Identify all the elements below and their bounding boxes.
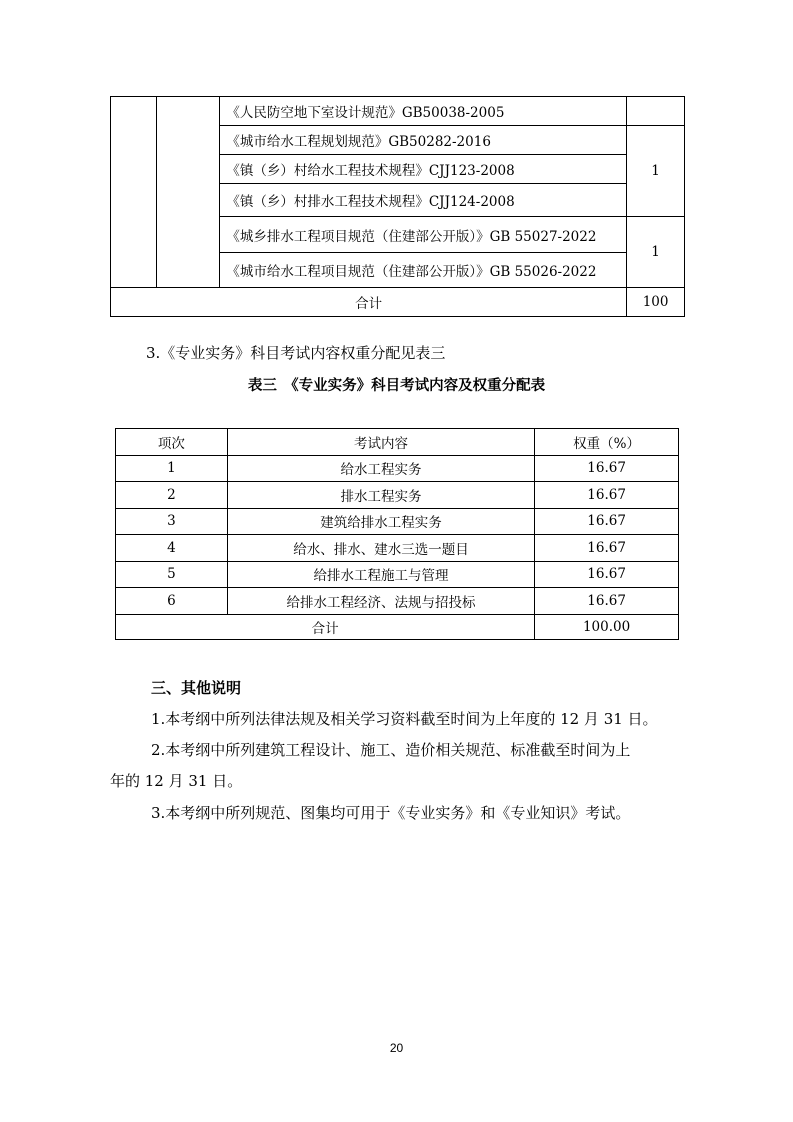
table-row (116, 508, 679, 535)
note-paragraph-1: 1.本考纲中所列法律法规及相关学习资料截至时间为上年度的 12 月 31 日。 (151, 710, 658, 728)
row-weight: 16.67 (535, 535, 679, 562)
note-paragraph-3: 3.本考纲中所列规范、图集均可用于《专业实务》和《专业知识》考试。 (151, 804, 631, 822)
header-cell: 项次 (116, 429, 228, 456)
header-cell: 考试内容 (227, 429, 534, 456)
row-content: 建筑给排水工程实务 (227, 508, 534, 535)
table-row (116, 588, 679, 615)
total-label: 合计 (111, 288, 627, 317)
exam-weight-table (115, 428, 679, 640)
row-index: 5 (116, 561, 228, 588)
row-content: 给水工程实务 (227, 455, 534, 482)
page-number: 20 (389, 1041, 404, 1055)
regulation-item: 《城市给水工程规划规范》GB50282-2016 (220, 126, 627, 155)
weight-cell (627, 97, 685, 126)
regulation-item: 《镇（乡）村排水工程技术规程》CJJ124-2008 (220, 184, 627, 217)
row-content: 排水工程实务 (227, 482, 534, 509)
table-row (116, 482, 679, 509)
note-paragraph-2-cont: 年的 12 月 31 日。 (110, 772, 243, 790)
row-weight: 16.67 (535, 455, 679, 482)
total-label: 合计 (116, 614, 535, 639)
row-content: 给水、排水、建水三选一题目 (227, 535, 534, 562)
regulation-item: 《城乡排水工程项目规范（住建部公开版）》GB 55027-2022 (220, 217, 627, 253)
regulation-item: 《镇（乡）村给水工程技术规程》CJJ123-2008 (220, 155, 627, 184)
table-row (116, 561, 679, 588)
row-index: 3 (116, 508, 228, 535)
category-cell (111, 97, 157, 288)
total-value: 100 (627, 288, 685, 317)
row-index: 4 (116, 535, 228, 562)
row-weight: 16.67 (535, 508, 679, 535)
table-row (116, 535, 679, 562)
row-weight: 16.67 (535, 561, 679, 588)
table3-caption: 表三 《专业实务》科目考试内容及权重分配表 (247, 377, 546, 394)
regulation-item: 《人民防空地下室设计规范》GB50038-2005 (220, 97, 627, 126)
row-weight: 16.67 (535, 482, 679, 509)
weight-cell: 1 (627, 217, 685, 288)
total-value: 100.00 (535, 614, 679, 639)
regulation-item: 《城市给水工程项目规范（住建部公开版）》GB 55026-2022 (220, 253, 627, 288)
weight-cell: 1 (627, 126, 685, 217)
subcategory-cell (156, 97, 220, 288)
notes-heading: 三、其他说明 (151, 679, 242, 697)
table-row (116, 455, 679, 482)
header-cell: 权重（%） (535, 429, 679, 456)
row-index: 6 (116, 588, 228, 615)
row-index: 2 (116, 482, 228, 509)
row-index: 1 (116, 455, 228, 482)
row-content: 给排水工程经济、法规与招投标 (227, 588, 534, 615)
intro-line: 3.《专业实务》科目考试内容权重分配见表三 (146, 344, 446, 362)
row-weight: 16.67 (535, 588, 679, 615)
regulations-table (110, 96, 685, 317)
row-content: 给排水工程施工与管理 (227, 561, 534, 588)
note-paragraph-2: 2.本考纲中所列建筑工程设计、施工、造价相关规范、标准截至时间为上 (151, 741, 631, 759)
